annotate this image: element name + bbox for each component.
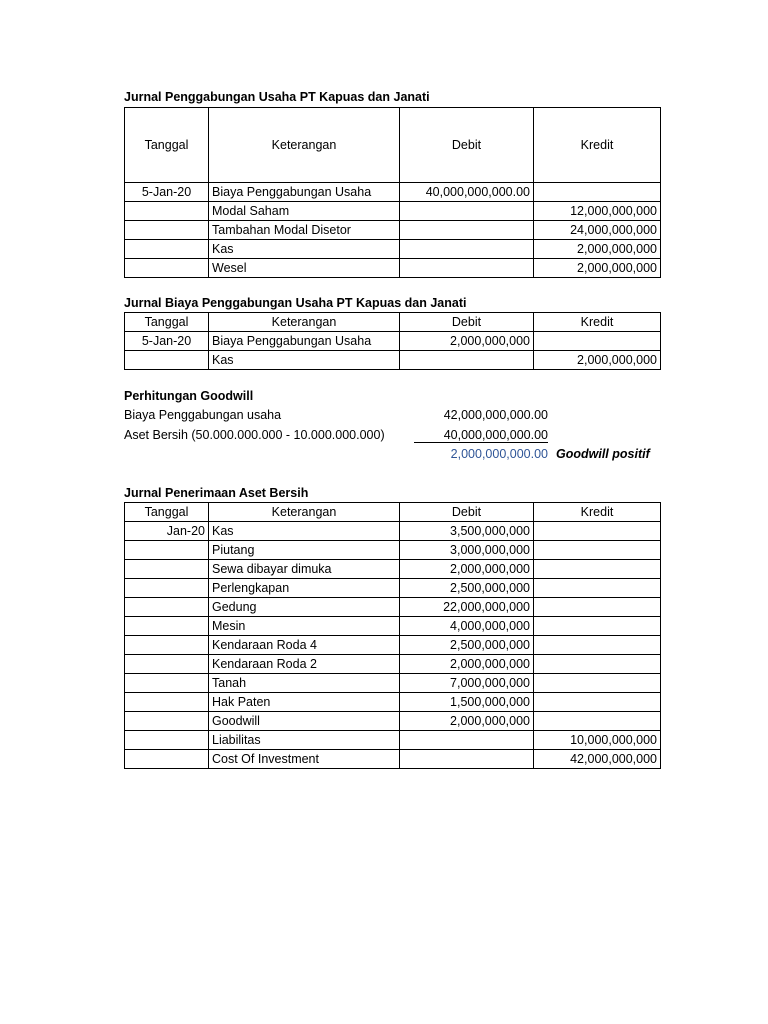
cell-debit: 3,500,000,000 <box>400 522 534 541</box>
cell-desc: Modal Saham <box>209 202 400 221</box>
cell-credit <box>534 598 661 617</box>
cell-credit <box>534 522 661 541</box>
table-row <box>125 202 661 221</box>
cell-debit: 2,500,000,000 <box>400 579 534 598</box>
cell-date <box>125 655 209 674</box>
table-row <box>125 183 661 202</box>
goodwill-cost-label: Biaya Penggabungan usaha <box>124 408 282 422</box>
table-row <box>125 351 661 370</box>
cell-desc: Kendaraan Roda 2 <box>209 655 400 674</box>
merger-journal-title: Jurnal Penggabungan Usaha PT Kapuas dan Janati <box>124 90 430 104</box>
cell-credit: 2,000,000,000 <box>534 351 661 370</box>
goodwill-cost-value: 42,000,000,000.00 <box>443 408 548 422</box>
table-row <box>125 712 661 731</box>
cell-debit <box>400 259 534 278</box>
cell-date <box>125 674 209 693</box>
goodwill-net-assets-label: Aset Bersih (50.000.000.000 - 10.000.000.000) <box>124 428 385 442</box>
header-keterangan: Keterangan <box>209 313 400 332</box>
cell-date: Jan-20 <box>125 522 209 541</box>
cell-desc: Liabilitas <box>209 731 400 750</box>
cell-desc: Biaya Penggabungan Usaha <box>209 332 400 351</box>
header-debit: Debit <box>400 503 534 522</box>
table-row <box>125 240 661 259</box>
table-row <box>125 617 661 636</box>
cell-debit: 1,500,000,000 <box>400 693 534 712</box>
cell-debit <box>400 221 534 240</box>
cell-debit: 3,000,000,000 <box>400 541 534 560</box>
cell-debit <box>400 750 534 769</box>
header-keterangan: Keterangan <box>209 108 400 183</box>
cell-date <box>125 579 209 598</box>
cell-date: 5-Jan-20 <box>125 332 209 351</box>
cell-credit <box>534 560 661 579</box>
cell-desc: Kas <box>209 522 400 541</box>
cell-desc: Tanah <box>209 674 400 693</box>
cell-desc: Piutang <box>209 541 400 560</box>
cell-date <box>125 636 209 655</box>
cell-date <box>125 750 209 769</box>
cell-debit <box>400 351 534 370</box>
assets-journal-title: Jurnal Penerimaan Aset Bersih <box>124 486 309 500</box>
header-tanggal: Tanggal <box>125 108 209 183</box>
cell-desc: Kas <box>209 240 400 259</box>
cell-date: 5-Jan-20 <box>125 183 209 202</box>
cell-desc: Sewa dibayar dimuka <box>209 560 400 579</box>
cell-debit: 2,000,000,000 <box>400 560 534 579</box>
table-row <box>125 259 661 278</box>
cell-desc: Perlengkapan <box>209 579 400 598</box>
header-debit: Debit <box>400 108 534 183</box>
cell-credit <box>534 674 661 693</box>
cell-credit: 10,000,000,000 <box>534 731 661 750</box>
cell-debit: 40,000,000,000.00 <box>400 183 534 202</box>
cell-credit <box>534 655 661 674</box>
table-row <box>125 560 661 579</box>
cell-credit <box>534 636 661 655</box>
goodwill-result-value: 2,000,000,000.00 <box>450 447 548 461</box>
cell-desc: Wesel <box>209 259 400 278</box>
cell-debit <box>400 731 534 750</box>
table-header-row <box>125 108 661 183</box>
table-row <box>125 731 661 750</box>
cell-debit: 2,000,000,000 <box>400 712 534 731</box>
table-row <box>125 541 661 560</box>
cell-debit: 7,000,000,000 <box>400 674 534 693</box>
goodwill-note: Goodwill positif <box>556 447 650 461</box>
table-row <box>125 522 661 541</box>
cell-debit: 4,000,000,000 <box>400 617 534 636</box>
cell-credit <box>534 617 661 636</box>
goodwill-title: Perhitungan Goodwill <box>124 389 254 403</box>
table-row <box>125 655 661 674</box>
header-kredit: Kredit <box>534 503 661 522</box>
cell-desc: Gedung <box>209 598 400 617</box>
cell-debit: 2,500,000,000 <box>400 636 534 655</box>
cell-credit <box>534 579 661 598</box>
cell-date <box>125 202 209 221</box>
cell-desc: Tambahan Modal Disetor <box>209 221 400 240</box>
cell-credit <box>534 183 661 202</box>
cell-desc: Cost Of Investment <box>209 750 400 769</box>
header-tanggal: Tanggal <box>125 313 209 332</box>
table-row <box>125 750 661 769</box>
table-row <box>125 332 661 351</box>
table-row <box>125 598 661 617</box>
table-header-row <box>125 503 661 522</box>
cell-credit <box>534 693 661 712</box>
cell-debit <box>400 240 534 259</box>
header-debit: Debit <box>400 313 534 332</box>
header-kredit: Kredit <box>534 313 661 332</box>
cell-credit: 24,000,000,000 <box>534 221 661 240</box>
cell-date <box>125 541 209 560</box>
cell-credit: 12,000,000,000 <box>534 202 661 221</box>
cell-desc: Goodwill <box>209 712 400 731</box>
cell-desc: Biaya Penggabungan Usaha <box>209 183 400 202</box>
table-row <box>125 636 661 655</box>
table-row <box>125 579 661 598</box>
cell-date <box>125 731 209 750</box>
cell-desc: Kas <box>209 351 400 370</box>
table-row <box>125 674 661 693</box>
cell-desc: Kendaraan Roda 4 <box>209 636 400 655</box>
header-keterangan: Keterangan <box>209 503 400 522</box>
cell-date <box>125 351 209 370</box>
cell-debit: 22,000,000,000 <box>400 598 534 617</box>
cell-credit: 2,000,000,000 <box>534 240 661 259</box>
header-tanggal: Tanggal <box>125 503 209 522</box>
cell-date <box>125 598 209 617</box>
header-kredit: Kredit <box>534 108 661 183</box>
table-header-row <box>125 313 661 332</box>
cell-credit <box>534 541 661 560</box>
cost-journal-table <box>124 312 661 370</box>
merger-journal-table <box>124 107 661 278</box>
cell-date <box>125 240 209 259</box>
cell-credit: 2,000,000,000 <box>534 259 661 278</box>
cell-date <box>125 259 209 278</box>
cell-date <box>125 221 209 240</box>
cell-debit: 2,000,000,000 <box>400 655 534 674</box>
assets-journal-table <box>124 502 661 769</box>
cell-credit: 42,000,000,000 <box>534 750 661 769</box>
cell-desc: Hak Paten <box>209 693 400 712</box>
cell-credit <box>534 712 661 731</box>
cell-debit: 2,000,000,000 <box>400 332 534 351</box>
table-row <box>125 221 661 240</box>
cell-date <box>125 693 209 712</box>
cell-date <box>125 712 209 731</box>
cost-journal-title: Jurnal Biaya Penggabungan Usaha PT Kapuas dan Janati <box>124 296 467 310</box>
table-row <box>125 693 661 712</box>
cell-desc: Mesin <box>209 617 400 636</box>
cell-date <box>125 617 209 636</box>
cell-debit <box>400 202 534 221</box>
cell-credit <box>534 332 661 351</box>
cell-date <box>125 560 209 579</box>
goodwill-net-assets-value: 40,000,000,000.00 <box>414 428 548 443</box>
